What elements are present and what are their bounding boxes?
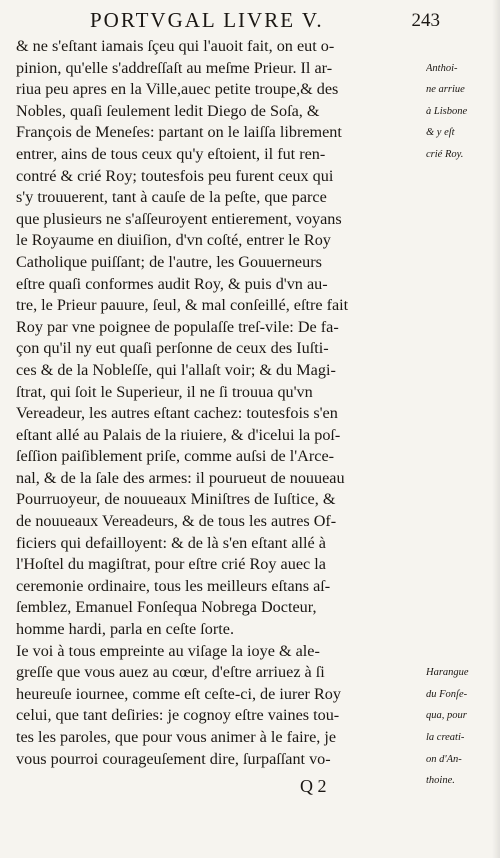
- text-line: vous pourroi courageuſement dire, ſurpaſſant vo-: [16, 749, 331, 768]
- margin-note: Anthoi-: [426, 62, 458, 74]
- text-line: riua peu apres en la Ville,auec petite troupe,& des: [16, 80, 339, 99]
- margin-note: & y eſt: [426, 127, 455, 139]
- text-line: celui, que tant deſiries: je cognoy eſtre vaines tou-: [16, 706, 340, 725]
- body-text: [16, 36, 424, 770]
- margin-notes: [426, 36, 498, 792]
- margin-note: thoine.: [426, 775, 455, 787]
- text-line: Pourruoyeur, de nouueaux Miniſtres de Iuſtice, &: [16, 490, 336, 509]
- margin-note: Harangue: [426, 667, 469, 679]
- text-line: ceremonie ordinaire, tous les meilleurs eſtans aſ-: [16, 576, 331, 595]
- margin-note: la creati-: [426, 732, 465, 743]
- page-number: 243: [411, 10, 440, 31]
- margin-note: à Lisbone: [426, 105, 468, 117]
- catchword: Q 2: [300, 776, 327, 796]
- margin-note: crié Roy.: [426, 148, 464, 160]
- page-edge-shadow: [492, 0, 500, 858]
- text-line: Nobles, quaſi ſeulement ledit Diego de Soſa, &: [16, 101, 320, 120]
- text-line: heureuſe iournee, comme eſt ceſte-ci, de iurer Roy: [16, 684, 341, 703]
- text-line: entrer, ains de tous ceux qu'y eſtoient, il fut ren-: [16, 144, 326, 163]
- text-line: tes les paroles, que pour vous animer à le faire, je: [16, 728, 337, 746]
- margin-note: du Fonſe-: [426, 688, 468, 700]
- text-line: ſemblez, Emanuel Fonſequa Nobrega Docteur,: [16, 598, 317, 617]
- text-line: l'Hoſtel du magiſtrat, pour eſtre crié Roy auec la: [16, 555, 326, 574]
- text-line: Catholique puiſſant; de l'autre, les Gouuerneurs: [16, 252, 322, 271]
- text-line: Ie voi à tous empreinte au viſage la ioye & ale-: [16, 641, 320, 660]
- text-line: homme hardi, parla en ceſte ſorte.: [16, 620, 234, 639]
- text-line: que plusieurs ne s'aſſeuroyent entierement, voyans: [16, 209, 342, 228]
- text-line: çon qu'il ny eut quaſi perſonne de ceux des Iuſti-: [16, 339, 329, 358]
- text-line: de nouueaux Vereadeurs, & de tous les autres Of-: [16, 512, 337, 531]
- margin-note: on d'An-: [426, 753, 462, 765]
- text-line: s'y trouuerent, tant à cauſe de la peſte, que parce: [16, 188, 327, 207]
- margin-note: qua, pour: [426, 710, 467, 722]
- text-line: le Royaume en diuiſion, d'vn coſté, entrer le Roy: [16, 231, 331, 250]
- text-line: greſſe que vous auez au cœur, d'eſtre arriuez à ſi: [16, 663, 325, 682]
- text-line: pinion, qu'elle s'addreſſaſt au meſme Prieur. Il ar-: [16, 58, 333, 77]
- text-line: contré & crié Roy; toutesfois peu furent ceux qui: [16, 166, 334, 185]
- text-line: Vereadeur, les autres eſtant cachez: toutesfois s'en: [16, 404, 338, 423]
- running-head: PORTVGAL LIVRE V.: [90, 8, 324, 32]
- text-line: nal, & de la ſale des armes: il pourueut de nouueau: [16, 468, 345, 487]
- text-line: Roy par vne poignee de populaſſe treſ-vile: De fa-: [16, 317, 339, 336]
- margin-note: ne arriue: [426, 84, 465, 96]
- text-line: tre, le Prieur pauure, ſeul, & mal conſeillé, eſtre fait: [16, 296, 349, 315]
- text-line: ſeſſion paiſiblement priſe, comme auſsi de l'Arce-: [16, 447, 335, 466]
- page-header: [90, 8, 440, 34]
- text-line: François de Meneſes: partant on le laiſſa librement: [16, 123, 342, 142]
- text-line: ces & de la Nobleſſe, qui l'allaſt voir; & du Magi-: [16, 360, 336, 379]
- text-line: ſtrat, qui ſoit le Superieur, il ne ſi trouua qu'vn: [16, 382, 313, 401]
- text-line: eſtant allé au Palais de la riuiere, & d'icelui la poſ-: [16, 425, 341, 444]
- text-line: & ne s'eſtant iamais ſçeu qui l'auoit fait, on eut o-: [16, 37, 335, 55]
- text-line: ficiers qui defailloyent: & de là s'en eſtant allé à: [16, 533, 326, 552]
- text-line: eſtre quaſi conformes audit Roy, & puis d'vn au-: [16, 274, 328, 293]
